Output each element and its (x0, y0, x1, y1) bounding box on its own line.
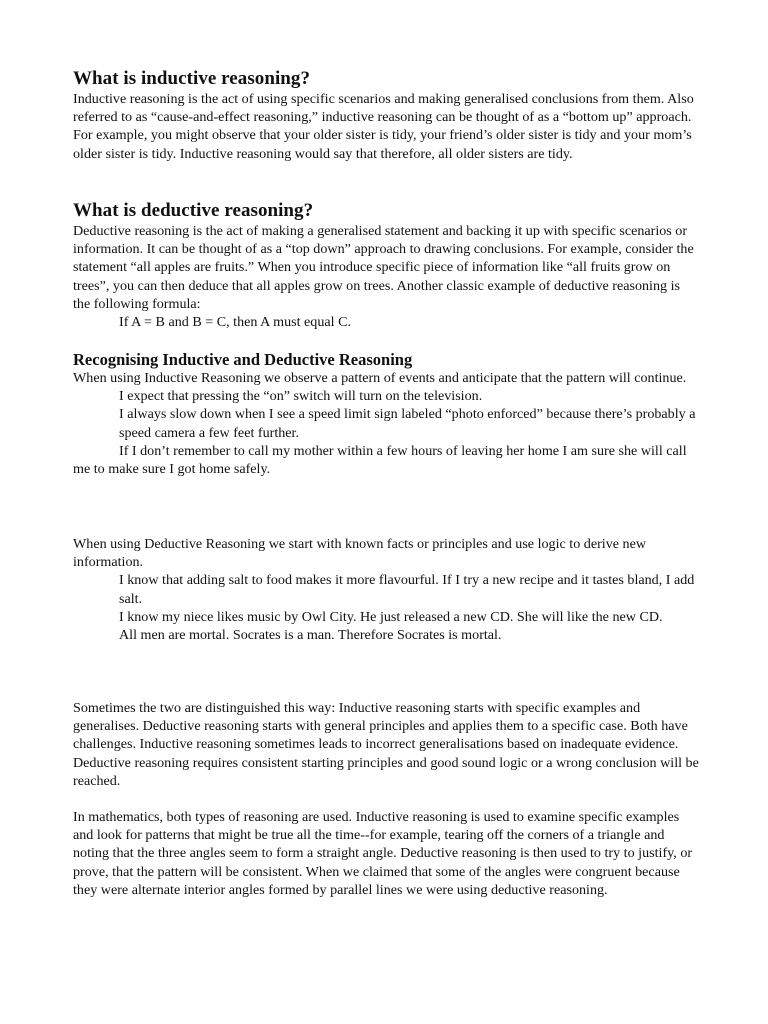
deductive-example-1: I know that adding salt to food makes it more flavourful. If I try a new recipe and it tastes bland, I add salt. (119, 572, 695, 607)
paragraph-deductive-intro: When using Deductive Reasoning we start with known facts or principles and use logic to derive new information. (73, 536, 646, 571)
paragraph-deductive-definition: Deductive reasoning is the act of making a generalised statement and backing it up with specific scenarios or information. It can be thought of as a “top down” approach to drawing conclusions. For example, consider the statement “all apples are fruits.” When you introduce specific piece of information like “all fruits grow on trees”, you can then deduce that all apples grow on trees. Another classic example of deductive reasoning is the following formula: (73, 223, 694, 312)
section-deductive-examples (73, 535, 699, 644)
section-mathematics (73, 808, 699, 899)
section-distinguished (73, 699, 699, 790)
inductive-example-2: I always slow down when I see a speed limit sign labeled “photo enforced” because there’s probably a speed camera a few feet further. (119, 406, 696, 441)
inductive-example-3: If I don’t remember to call my mother within a few hours of leaving her home I am sure she will call me to make sure I got home safely. (73, 442, 687, 478)
deductive-example-2: I know my niece likes music by Owl City. He just released a new CD. She will like the new CD. (119, 608, 663, 625)
heading-recognising: Recognising Inductive and Deductive Reasoning (73, 350, 413, 369)
heading-inductive: What is inductive reasoning? (73, 68, 310, 89)
paragraph-mathematics: In mathematics, both types of reasoning are used. Inductive reasoning is used to examine specific examples and look for patterns that might be true all the time--for example, tearing off the corners of a triangle and noting that the three angles seem to form a straight angle. Deductive reasoning is then used to try to justify, or prove, that the pattern will be consistent. When we claimed that some of the angles were congruent because they were alternate interior angles formed by parallel lines we were using deductive reasoning. (73, 809, 693, 898)
section-deductive (73, 200, 699, 331)
formula-line: If A = B and B = C, then A must equal C. (119, 314, 352, 331)
section-inductive (73, 68, 699, 163)
paragraph-inductive-intro: When using Inductive Reasoning we observe a pattern of events and anticipate that the pattern will continue. (73, 370, 687, 386)
heading-deductive: What is deductive reasoning? (73, 200, 314, 221)
paragraph-inductive-definition: Inductive reasoning is the act of using specific scenarios and making generalised conclusions from them. Also referred to as “cause-and-effect reasoning,” inductive reasoning can be thought of as a “bottom up” approach. For example, you might observe that your older sister is tidy, your friend’s older sister is tidy and your mom’s older sister is tidy. Inductive reasoning would say that therefore, all older sisters are tidy. (73, 91, 694, 162)
section-recognising (73, 350, 699, 478)
deductive-example-3: All men are mortal. Socrates is a man. Therefore Socrates is mortal. (119, 627, 502, 644)
paragraph-distinguished: Sometimes the two are distinguished this way: Inductive reasoning starts with specific examples and generalises. Deductive reasoning starts with general principles and applies them to a specific case. Both have challenges. Inductive reasoning sometimes leads to incorrect generalisations based on inadequate evidence. Deductive reasoning requires consistent starting principles and good sound logic or a wrong conclusion will be reached. (73, 700, 699, 789)
inductive-example-1: I expect that pressing the “on” switch will turn on the television. (119, 388, 483, 405)
